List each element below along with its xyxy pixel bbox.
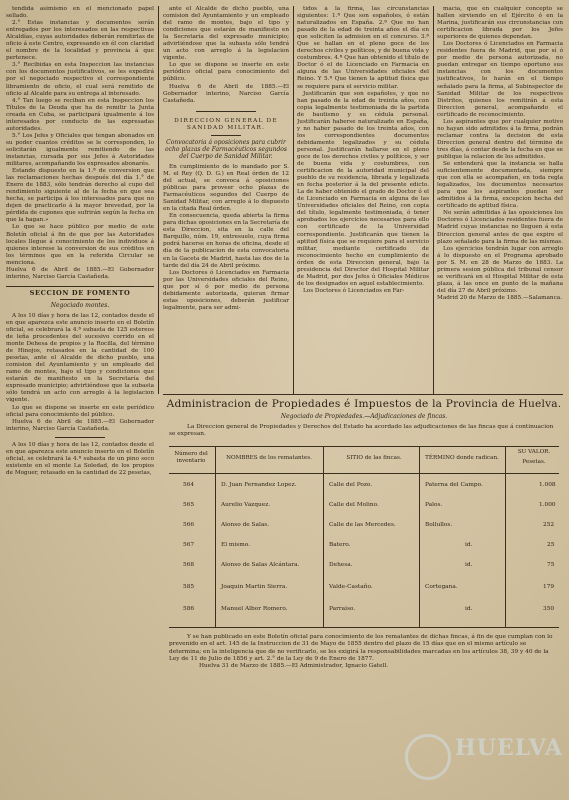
cell-numero: 586 — [183, 606, 195, 613]
cell-termino: id. — [465, 606, 473, 613]
column-4 — [437, 6, 563, 392]
divider — [55, 437, 105, 438]
col1-signature: Huelva 6 de Abril de 1885.—El Gobernador interino, Narciso García Castañeda. — [6, 266, 154, 280]
cell-sitio: Dehesa. — [329, 562, 353, 569]
column-3 — [297, 6, 429, 392]
col4-paragraph: Los ejercicios tendrán lugar con arreglo á lo dispuesto en el Programa aprobado por S. M. en 28 de Marzo de 1883. La primera sesion pública del tribunal censor se verificará en el Hospital Militar de esta plaza, á las once en punto de la mañana del día 27 de Abril próximo. — [437, 245, 563, 294]
cell-nombre: Manuel Albor Romero. — [221, 606, 288, 613]
column-1 — [6, 6, 154, 796]
header-nombres: NOMBRES de los rematantes. — [226, 455, 312, 462]
header-numero: Número del inventario — [174, 451, 208, 465]
column-rule — [433, 6, 434, 394]
col2-paragraph: ante el Alcalde de dicho pueblo, una comision del Ayuntamiento y un empleado del ramo de montes, bajo el tipo y condiciones que estarán de manifiesto en la Secretaría del expresado municipio; advirtiéndose que la subasta sólo tendrá un acto con arreglo á la legislacion vigente. — [163, 6, 289, 62]
cell-valor: 25 — [547, 542, 555, 549]
col2-paragraph: En consecuencia, queda abierta la firma para dichas oposiciones en la Secretaría de esta Direccion, sita en la calle del Barquillo, núm. 19, entresuelo, cuya firma podrá hacerse en horas de oficina, desde el día de la publicacion de esta convocatoria en la Gaceta de Madrid, hasta las dos de la tarde del día 24 de Abril próximo. — [163, 213, 289, 269]
col2-paragraph: Los Doctores ó Licenciados en Farmacia por las Universidades oficiales del Reino, que por sí ó por medio de persona debidamente autorizada, quieran firmar estas oposiciones, deberán justificar legalmente, para ser admi- — [163, 269, 289, 311]
col1-subasta-paragraph: A los 10 días y hora de las 12, contados desde el en que aparezca este anuncio inserto en el Boletín oficial, se celebrará la 4.ª subasta de un pino seco existente en el monte La Soledad, de los propios de Moguer, retasado en la cantidad de 22 pesetas, — [6, 441, 154, 476]
table-row — [169, 539, 559, 555]
divider — [6, 286, 154, 287]
col2-paragraph: Lo que se dispone se inserte en este periódico oficial para conocimiento del público. — [163, 62, 289, 83]
col2-signature: Huelva 6 de Abril de 1885.—El Gobernador interino, Narciso García Castañeda. — [163, 83, 289, 104]
cell-termino: Palos. — [425, 502, 443, 509]
col2-paragraph: En cumplimiento de lo mandado por S. M. el Rey (Q. D. G.) en Real órden de 12 del actual, se convoca á oposiciones públicas para proveer ocho plazas de Farmacéuticos segundos del Cuerpo de Sanidad Militar, con arreglo á lo dispuesto en la citada Real órden. — [163, 163, 289, 213]
cell-nombre: D. Juan Fernandez Lopez. — [221, 482, 297, 489]
col1-paragraph: Estando dispuesto en la 1.ª de conversion que las reclamaciones hechas después del día 1.° de Enero de 1883, sólo tendrán derecho al cupo del rendimiento siguiente al de la fecha en que sea hecha, se participa á los interesados para que no dejen de practicarlo á la mayor brevedad, por la pérdida de cupones que sufrirán según la fecha en que la hagan.» — [6, 168, 154, 224]
header-sitio: SITIO de las fincas. — [346, 455, 402, 462]
column-2 — [163, 6, 289, 392]
col1-paragraph: Lo que se dispone se inserte en este periódico oficial para conocimiento del público. — [6, 404, 154, 418]
table-col-rule — [505, 447, 506, 627]
cell-sitio: Valde-Castaño. — [329, 584, 373, 591]
administracion-intro: La Direccion general de Propiedades y Derechos del Estado ha acordado las adjudicaciones de las fincas que á continuacion se expresan. — [169, 424, 554, 438]
negociado-montes-subheading: Negociado montes. — [50, 301, 110, 309]
cell-termino: id. — [465, 542, 473, 549]
col1-paragraph: 3.° Recibidas en esta Inspeccion las instancias con los documentos justificativos, se les expedirá por el negociado respectivo el correspondiente libramiento de oficio, el cual será remitido de oficio al Alcalde para su entrega al interesado. — [6, 62, 154, 97]
library-stamp-ring — [405, 734, 451, 780]
column-rule — [293, 6, 294, 394]
cell-nombre: Alonso de Salas. — [221, 522, 270, 529]
cell-numero: 566 — [183, 522, 195, 529]
col4-paragraph: No serán admitidas á las oposiciones los Doctores ó Licenciados residentes fuera de Madrid cuyas instancias no lleguen á esta Direccion general antes de que expire el plazo señalado para la firma de las mismas. — [437, 210, 563, 245]
cell-sitio: Calle del Molino. — [329, 502, 379, 509]
cell-nombre: El mismo. — [221, 542, 250, 549]
divider — [211, 135, 241, 136]
cell-numero: 564 — [183, 482, 195, 489]
cell-numero: 567 — [183, 542, 195, 549]
col1-paragraph: Lo que se hace público por medio de este Boletín oficial á fin de que por las Autoridades locales llegue á conocimiento de los individuos á quienes interese la conversion de sus créditos en los términos que en la referida Circular se menciona. — [6, 224, 154, 266]
col1-signature: Huelva 6 de Abril de 1885.—El Gobernador interino, Narciso García Castañeda. — [6, 418, 154, 432]
sanidad-militar-heading: DIRECCION GENERAL DE SANIDAD MILITAR. — [174, 117, 278, 131]
table-col-rule — [419, 447, 420, 627]
table-row — [169, 559, 559, 575]
cell-valor: 350 — [543, 606, 555, 613]
divider — [60, 299, 100, 300]
cell-termino: Cortegana. — [425, 584, 458, 591]
header-valor: SU VALOR. — [517, 449, 551, 456]
cell-nombre: Aurelio Vazquez. — [221, 502, 271, 509]
cell-valor: 1.008 — [539, 482, 556, 489]
col4-paragraph: Los Doctores ó Licenciados en Farmacia residentes fuera de Madrid, que por sí ó por medio de persona autorizada, no puedan entregar en tiempo oportuno sus instancias con los documentos justificativos, lo harán en el tiempo señalado para la firma, al Subinspector de Sanidad Militar de los respectivos Distritos, quienes los remitirán á esta Direccion general, acompañando el certificado de reconocimiento. — [437, 41, 563, 118]
table-row — [169, 581, 559, 597]
col3-paragraph: Justificarán que son españoles, y que no han pasado de la edad de treinta años, con copia legalmente testimoniada de la partida de bautismo y su cédula personal. Justificarán haberse naturalizado en España, y no haber pasado de los treinta años, con los correspondientes documentos debidamente legalizados y su cédula personal. Justificarán hallarse en el pleno goce de los derechos civiles y políticos, y ser de buena vida y costumbres, con certificacion de la autoridad municipal del pueblo de su residencia, librada y legalizada en fecha posterior á la del presente edicto. La de haber obtenido el grado de Doctor ó el de Licenciado en Farmacia en alguna de las Universidades oficiales del Reino, con copia del título, legalmente testimoniada, ó tener aprobados los ejercicios necesarios para ello con certificado de la Universidad correspondiente. Justificarán que tienen la aptitud física que se requiere para el servicio militar, mediante certificado de reconocimiento hecho en cumplimiento de órden de esta Direccion general, bajo la presidencia del Director del Hospital Militar de Madrid, por dos Jefes ú Oficiales Médicos de los designados en aquel establecimiento. — [297, 90, 429, 287]
col1-paragraph: 5.° Los Jefes y Oficiales que tengan abonados en su poder cuantos créditos se le corresponden, lo solicitarán igualmente remitiendo de las instancias, cursada por sus Jefes á Autoridades militares, acompañando los expresados abonarés. — [6, 132, 154, 168]
cell-numero: 585 — [183, 584, 195, 591]
cell-nombre: Joaquin Martin Sierra. — [221, 584, 288, 591]
col3-paragraph: tidos á la firma, las circunstancias siguientes: 1.ª Que son españoles, ó están naturalizados en España. 2.ª Que no han pasado de la edad de treinta años el día en que soliciten la admision en el concurso. 3.ª Que se hallan en el pleno goce de los derechos civiles y políticos, y de buena vida y costumbres. 4.ª Que han obtenido el título de Doctor ó el de Licenciado en Farmacia en alguna de las Universidades oficiales del Reino. Y 5.ª Que tienen la aptitud física que se requiere para el servicio militar. — [297, 6, 429, 90]
divider — [196, 111, 256, 112]
col1-paragraph: tendida asimismo en el mencionado papel sellado. — [6, 6, 154, 20]
header-pesetas: Pesetas. — [522, 459, 546, 466]
table-col-rule — [323, 447, 324, 627]
cell-termino: Bollullos. — [425, 522, 453, 529]
cell-sitio: Batero. — [329, 542, 351, 549]
table-col-rule — [215, 447, 216, 627]
header-termino: TÉRMINO donde radican. — [425, 455, 499, 462]
administracion-title: Administracion de Propiedades é Impuestos de la Provincia de Huelva. — [166, 398, 562, 410]
cell-nombre: Alonso de Salas Alcántara. — [221, 562, 300, 569]
cell-numero: 565 — [183, 502, 195, 509]
cell-sitio: Calle de las Mercedes. — [329, 522, 396, 529]
col1-paragraph: 2.° Estas instancias y documentos serán entregados por los interesados en las respectivas Alcaldías, cuyas autoridades deberán remitirlas de oficio á este Centro, expresando en él con claridad el nombre de la localidad y provincia á que pertenece. — [6, 20, 154, 62]
administracion-signature: Huelva 31 de Marzo de 1885.—El Administrador, Ignacio Gatell. — [199, 662, 389, 669]
cell-termino: id. — [465, 562, 473, 569]
table-row — [169, 603, 559, 619]
table-row — [169, 519, 559, 535]
cell-valor: 179 — [543, 584, 555, 591]
table-row — [169, 499, 559, 515]
cell-termino: Paterna del Campo. — [425, 482, 483, 489]
column-rule — [158, 6, 159, 394]
col4-paragraph: macia, que en cualquier concepto se hallen sirviendo en el Ejército ó en la Marina, justificarán sus circunstancias con certificacion librada por los Jefes superiores de quienes dependan. — [437, 6, 563, 41]
cell-valor: 1.000 — [539, 502, 556, 509]
col1-paragraph: 4.° Tan luego se reciban en esta Inspeccion los Títulos de la Deuda que ha de remitir la Junta creada en Cuba, se participará igualmente á los interesados por conducto de las expresadas autoridades. — [6, 97, 154, 132]
header-rule — [169, 473, 559, 474]
col3-paragraph: Los Doctores ó Licenciados en Far- — [303, 287, 405, 294]
cell-numero: 568 — [183, 562, 195, 569]
cell-sitio: Calle del Pozo. — [329, 482, 373, 489]
section-fomento-heading: SECCION DE FOMENTO — [29, 288, 131, 297]
adjudicaciones-table — [169, 446, 559, 628]
table-row — [169, 479, 559, 495]
col1-subasta-paragraph: A los 10 días y hora de las 12, contados desde el en que aparezca este anuncio inserto en el Boletín oficial, se celebrará la 4.ª subasta de 125 estereos de leña procedentes del sucesivo corrido en el monte Dehesa de propios y la Rocilla, del término de Hinojos, retasados en la cantidad de 100 pesetas, ante el Alcalde de dicho pueblo, una comision del Ayuntamiento y un empleado del ramo de montes, bajo el tipo y condiciones que estarán de manifiesto en la Secretaría del expresado municipio; advirtiéndose que la subasta sólo tendrá un acto con arreglo á la legislacion vigente. — [6, 312, 154, 404]
convocatoria-subheading: Convocatoria á oposiciones para cubrir ocho plazas de Farmacéuticos segundos del Cuerpo de Sanidad Militar. — [165, 138, 287, 160]
col4-paragraph: Los aspirantes que por cualquier motivo no hayan sido admitidos á la firma, podrán reclamar contra la decision de esta Direccion general dentro del término de tres días, á contar desde la fecha en que se publique la relacion de los admitidos. — [437, 118, 563, 160]
negociado-propiedades-subheading: Negociado de Propiedades.—Adjudicaciones de fincas. — [280, 413, 448, 421]
library-stamp: HUELVA — [455, 735, 564, 761]
col4-signature: Madrid 20 de Marzo de 1885.—Salamanca. — [437, 294, 562, 301]
cell-valor: 252 — [543, 522, 555, 529]
col4-paragraph: Se entenderá que la instancia se halla suficientemente documentada, siempre que con ella se acompañen, en toda regla legalizados, los documentos necesarios para que los aspirantes puedan ser admitidos á la firma, excepcion hecha del certificado de aptitud física. — [437, 161, 563, 210]
administracion-footnote: Y se han publicado en este Boletín oficial para conocimiento de los rematantes de dichas fincas, á fin de que cumplan con lo prevenido en el art. 145 de la Instruccion de 31 de Mayo de 1855 dentro del plazo de 15 días que en el mismo artículo se determina; en la inteligencia que de no verificarlo, se les exigirá la responsabilidades marcadas en los artículos 38, 39 y 40 de la Ley de 11 de Julio de 1856 y art. 2.° de la Ley de 9 de Enero de 1877. — [169, 634, 553, 662]
cell-valor: 75 — [547, 562, 555, 569]
cell-sitio: Parraiso. — [329, 606, 356, 613]
